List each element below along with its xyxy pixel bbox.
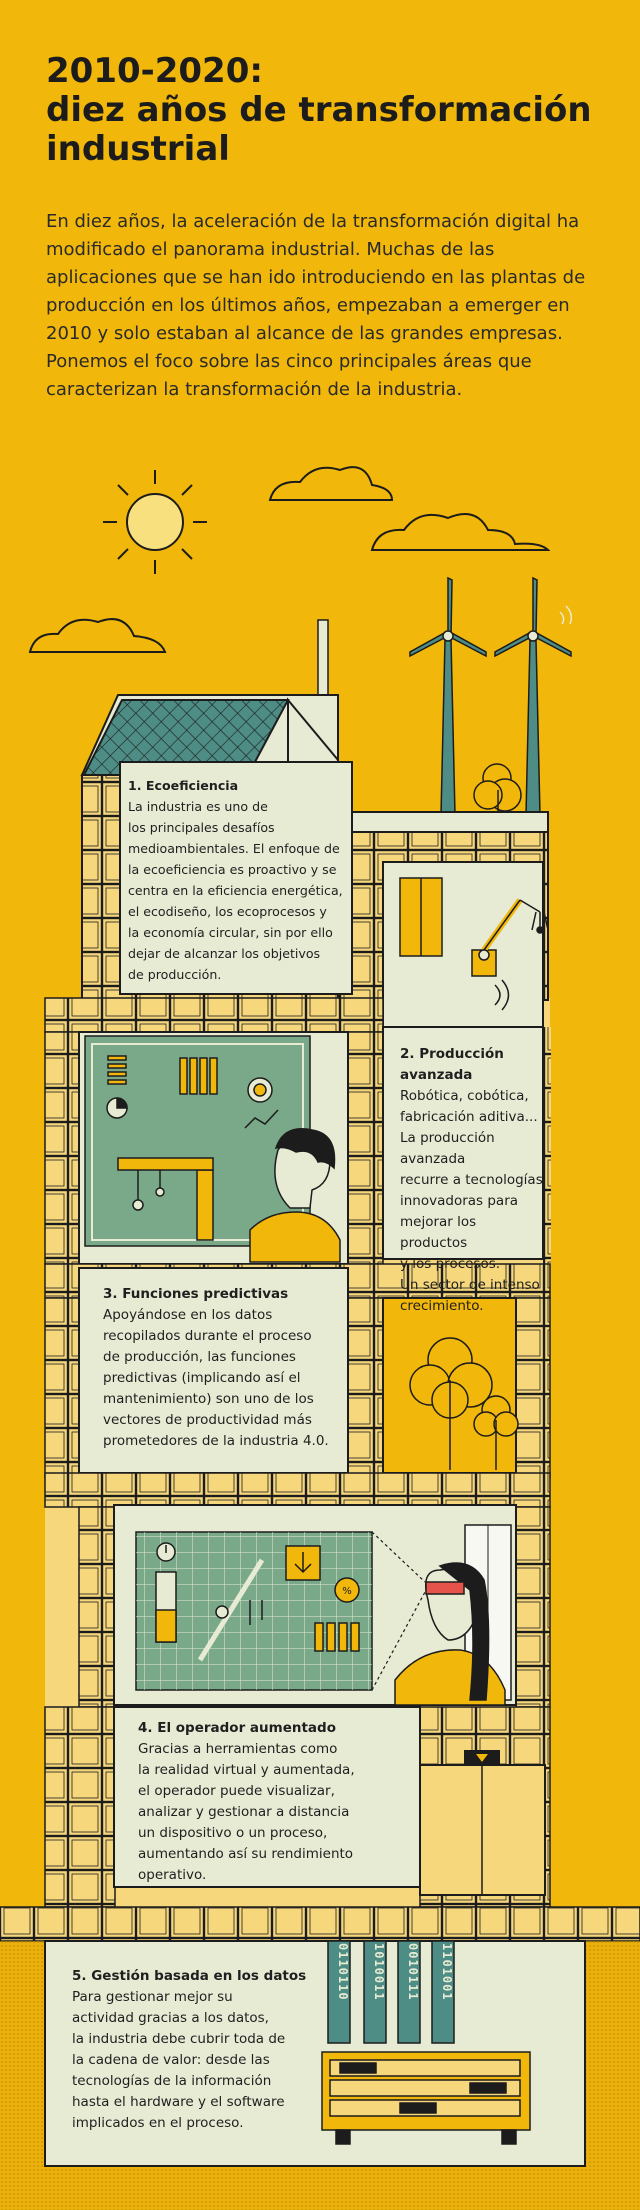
server-icon [322, 2052, 530, 2144]
section-body: Robótica, cobótica, fabricación aditiva... La producción avanzada recurre a tecnologías innovadoras para mejorar los productos y los procesos. Un sector de intenso crecimiento. [400, 1088, 543, 1314]
data-column: 1101001 [440, 1943, 454, 2001]
section-title: 1. Ecoeficiencia [128, 778, 239, 793]
section-body: La industria es uno de los principales desafíos medioambientales. El enfoque de la ecoeficiencia es proactivo y se centra en la eficiencia energética, el ecodiseño, los ecoprocesos y la economía circular, sin por ello dejar de alcanzar los objetivos de producción. [128, 799, 343, 982]
data-column: 1010011 [372, 1943, 386, 2001]
section-body: Gracias a herramientas como la realidad virtual y aumentada, el operador puede visualizar, analizar y gestionar a distancia un dispositivo o un proceso, aumentando así su rendimiento operativo. [138, 1741, 355, 1883]
cloud-icon [30, 467, 548, 652]
data-column: 0110110 [336, 1943, 350, 2001]
section-operador-aumentado [138, 1718, 418, 1886]
sun-icon [103, 470, 207, 574]
page-title: 2010-2020: diez años de transformación industrial [46, 51, 592, 169]
intro-paragraph: En diez años, la aceleración de la transformación digital ha modificado el panorama industrial. Muchas de las aplicaciones que se han ido introduciendo en las plantas de producción en los últimos años, empezaban a emerger en 2010 y solo estaban al alcance de las grandes empresas. Ponemos el foco sobre las cinco principales áreas que caracterizan la transformación de la industria. [46, 211, 586, 400]
data-column: 0010111 [406, 1943, 420, 2001]
section-gestion-datos [72, 1966, 322, 2134]
tree-icon [474, 764, 521, 812]
section-funciones-predictivas [103, 1284, 353, 1452]
section-title: 5. Gestión basada en los datos [72, 1968, 307, 1984]
section-body: Para gestionar mejor su actividad gracias a los datos, la industria debe cubrir toda de la cadena de valor: desde las tecnologías de la información hasta el hardware y el software implicados en el proceso. [72, 1989, 286, 2131]
section-title: 3. Funciones predictivas [103, 1286, 289, 1302]
data-columns [328, 1943, 468, 2043]
section-title: 4. El operador aumentado [138, 1720, 336, 1736]
section-body: Apoyándose en los datos recopilados durante el proceso de producción, las funciones predictivas (implicando así el mantenimiento) son uno de los vectores de productividad más prometedores de la industria 4.0. [103, 1307, 329, 1449]
section-title: 2. Producción avanzada [400, 1046, 504, 1083]
section-produccion-avanzada [400, 1044, 545, 1317]
svg-text:%: % [342, 1586, 352, 1597]
section-ecoeficiencia [128, 775, 348, 985]
